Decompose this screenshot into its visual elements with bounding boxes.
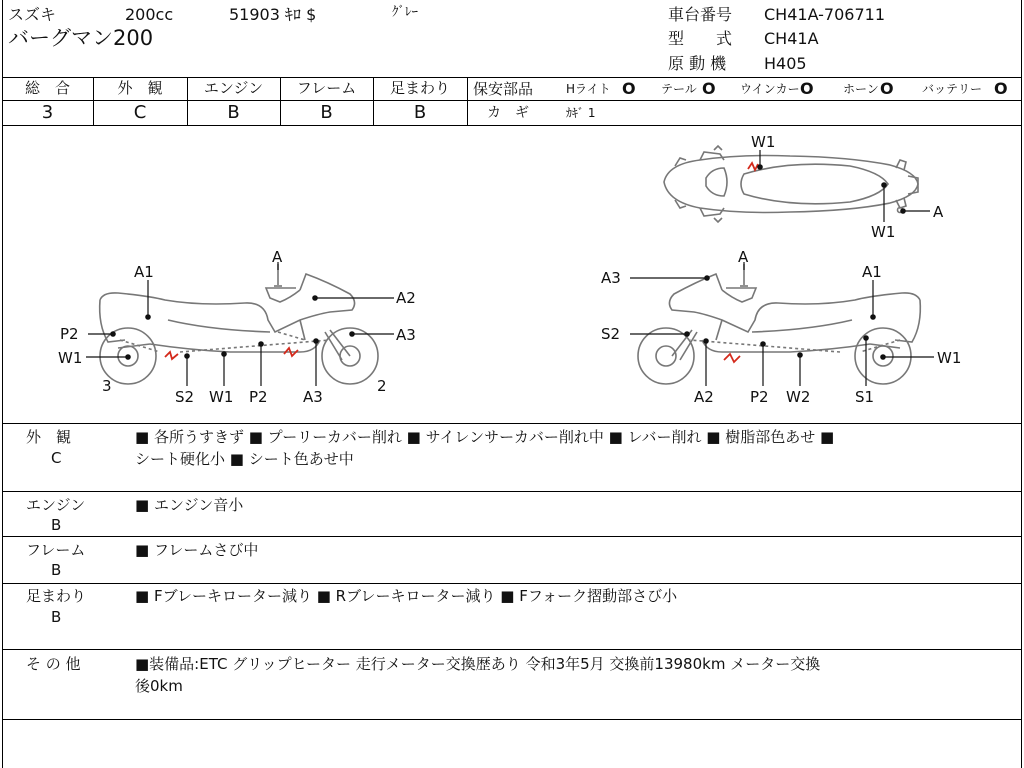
mileage: 51903 ｷﾛ $: [229, 5, 317, 24]
note-frame-category: フレーム: [26, 541, 86, 559]
label-top-a: A: [933, 203, 944, 221]
label-left-a3-right: A3: [396, 326, 416, 344]
note-other-line-2: 後0km: [135, 677, 183, 695]
note-suspension-grade: B: [51, 608, 62, 626]
grade-value-frame: B: [320, 102, 333, 123]
label-left-a2: A2: [396, 289, 416, 307]
key-label: カ ギ: [487, 105, 529, 121]
note-exterior-grade: C: [51, 449, 62, 467]
grade-value-engine: B: [227, 102, 240, 123]
label-top-w1-bottom: W1: [871, 223, 896, 241]
scooter-right-view: [638, 264, 920, 384]
engine-value: H405: [764, 54, 807, 73]
safety-headlight-status: O: [622, 79, 636, 98]
grade-label-frame: フレーム: [296, 79, 357, 97]
grade-label-exterior: 外 観: [117, 79, 163, 97]
note-suspension-line-1: ■ Fブレーキローター減り ■ Rブレーキローター減り ■ Fフォーク摺動部さび小: [135, 587, 678, 605]
key-value: ｶｷﾞ 1: [566, 106, 596, 120]
safety-battery-status: O: [994, 79, 1008, 98]
label-right-p2-bottom: P2: [750, 388, 769, 406]
displacement: 200cc: [125, 5, 174, 24]
label-right-s1-bottom: S1: [855, 388, 875, 406]
label-right-a3: A3: [601, 269, 621, 287]
safety-battery-label: バッテリー: [922, 82, 983, 96]
safety-winker-status: O: [800, 79, 814, 98]
label-left-num-2: 2: [377, 377, 387, 395]
label-right-a1: A1: [862, 263, 882, 281]
grade-value-suspension: B: [413, 102, 427, 123]
label-right-a2-bottom: A2: [694, 388, 714, 406]
label-left-num-3: 3: [102, 377, 112, 395]
note-frame-grade: B: [51, 561, 62, 579]
engine-label: 原 動 機: [668, 54, 727, 73]
grade-value-overall: 3: [41, 102, 54, 123]
label-left-w1-bottom: W1: [209, 388, 234, 406]
note-engine-grade: B: [51, 516, 62, 534]
grade-label-engine: エンジン: [203, 79, 264, 97]
grade-label-suspension: 足まわり: [389, 79, 450, 97]
color: ｸﾞﾚｰ: [392, 5, 418, 20]
note-exterior-line-1: ■ 各所うすきず ■ プーリーカバー削れ ■ サイレンサーカバー削れ中 ■ レバー削れ ■ 樹脂部色あせ ■: [135, 428, 835, 446]
note-suspension-category: 足まわり: [26, 587, 87, 605]
label-left-a1: A1: [134, 263, 154, 281]
model-name: バーグマン200: [8, 26, 154, 50]
note-engine-category: エンジン: [26, 496, 86, 514]
label-right-a: A: [738, 248, 749, 266]
label-left-a3-bottom: A3: [303, 388, 323, 406]
chassis-label: 車台番号: [668, 5, 733, 24]
label-left-p2: P2: [60, 325, 79, 343]
safety-horn-status: O: [880, 79, 894, 98]
safety-title: 保安部品: [473, 80, 534, 98]
note-other-line-1: ■装備品:ETC グリップヒーター 走行メーター交換歴あり 令和3年5月 交換前13980km メーター交換: [135, 655, 821, 673]
label-left-p2-bottom: P2: [249, 388, 268, 406]
scooter-left-view: [100, 264, 378, 384]
label-left-w1: W1: [58, 349, 83, 367]
label-right-w2-bottom: W2: [786, 388, 811, 406]
note-frame-line-1: ■ フレームさび中: [135, 541, 259, 559]
note-exterior-line-2: シート硬化小 ■ シート色あせ中: [135, 450, 354, 468]
label-right-w1: W1: [937, 349, 962, 367]
note-exterior-category: 外 観: [26, 428, 72, 446]
label-top-w1: W1: [751, 133, 776, 151]
type-value: CH41A: [764, 29, 819, 48]
grade-value-exterior: C: [133, 102, 147, 123]
type-label: 型 式: [668, 29, 733, 48]
note-engine-line-1: ■ エンジン音小: [135, 496, 244, 514]
label-left-s2: S2: [175, 388, 195, 406]
grade-label-overall: 総 合: [24, 79, 70, 97]
maker: スズキ: [8, 5, 57, 24]
safety-tail-status: O: [702, 79, 716, 98]
chassis-value: CH41A-706711: [764, 5, 886, 24]
label-left-a: A: [272, 248, 283, 266]
safety-winker-label: ウインカー: [740, 82, 800, 96]
safety-headlight-label: Hライト: [566, 82, 611, 96]
safety-tail-label: テール: [661, 82, 697, 96]
safety-horn-label: ホーン: [843, 82, 879, 96]
scooter-top-view: [664, 146, 918, 222]
label-right-s2: S2: [601, 325, 621, 343]
note-other-category: そ の 他: [26, 655, 81, 673]
